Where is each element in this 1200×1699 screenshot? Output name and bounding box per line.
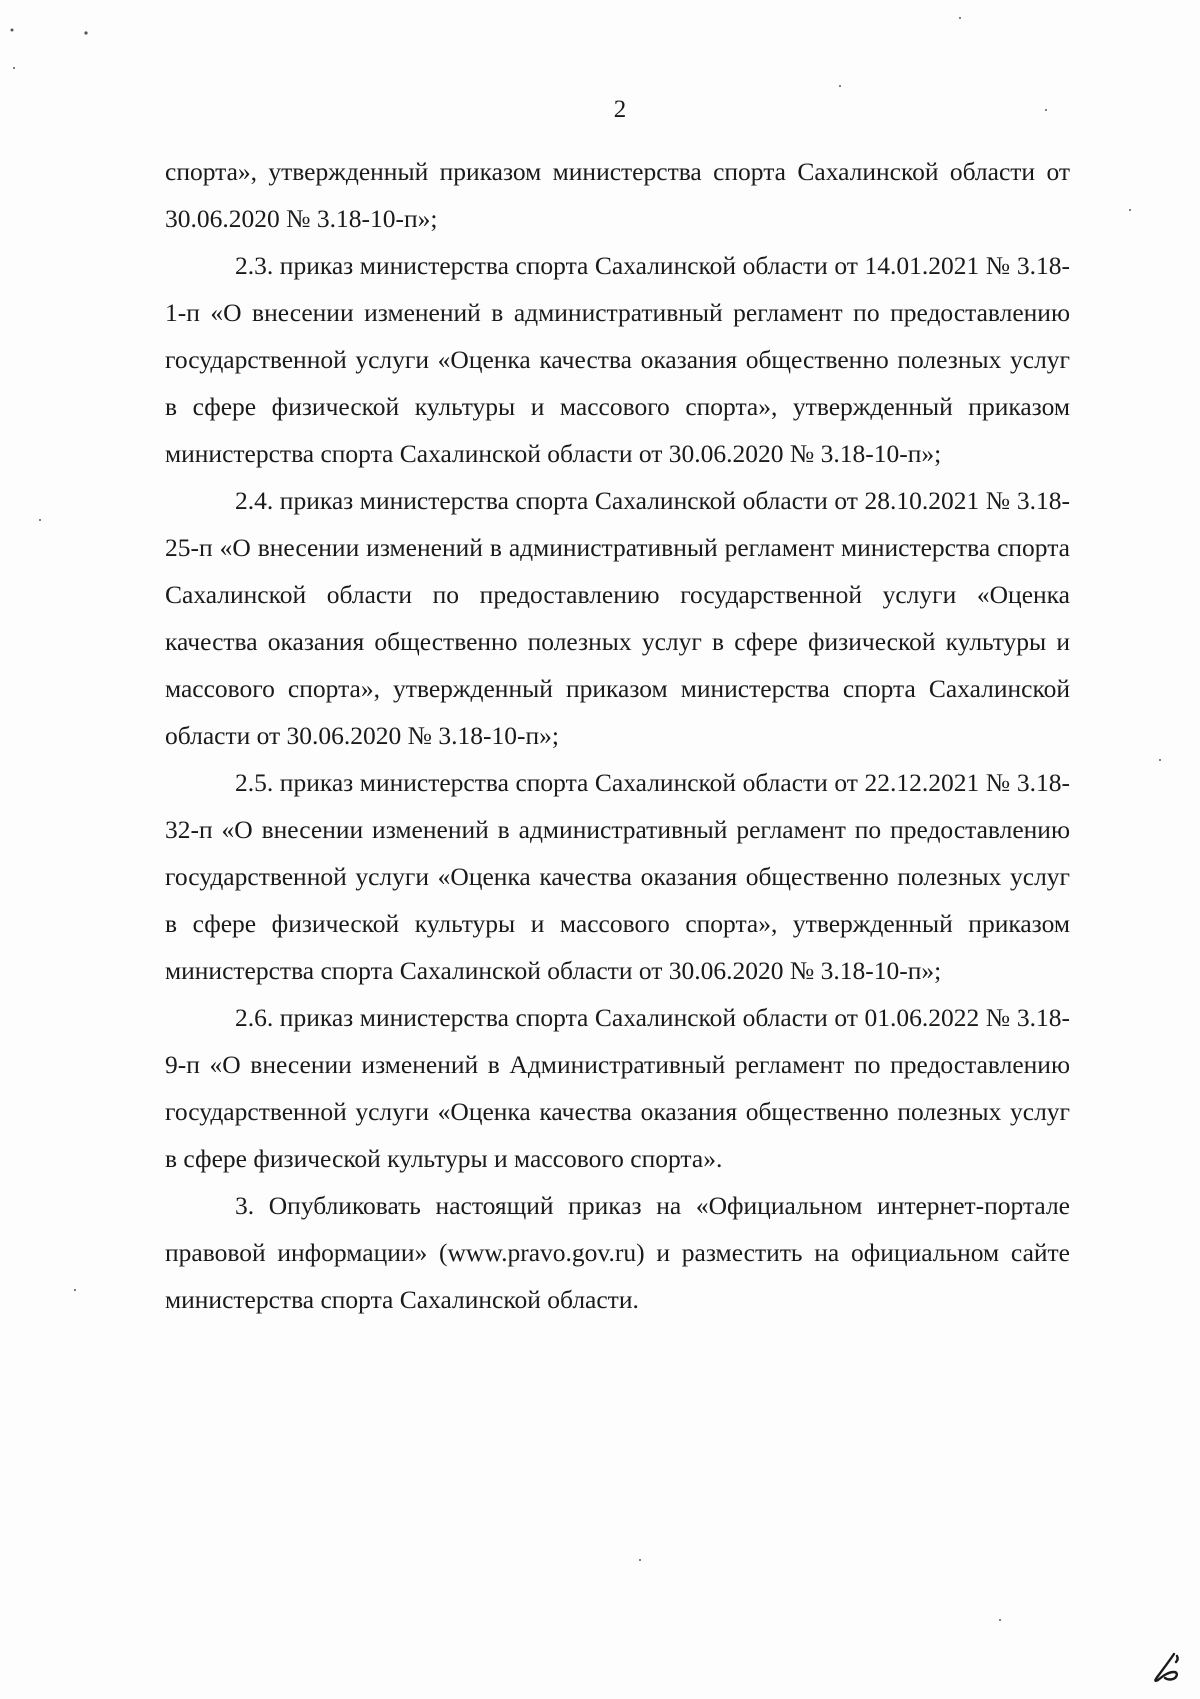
paragraph-2-5: 2.5. приказ министерства спорта Сахалинской области от 22.12.2021 № 3.18-32-п «О внесении изменений в административный регламент по предоставлению государственной услуги «Оценка качества оказания общественно полезных услуг в сфере физической культуры и массового спорта», утвержденный приказом министерства спорта Сахалинской области от 30.06.2020 № 3.18-10-п»;	[165, 768, 1070, 985]
paragraph-3: 3. Опубликовать настоящий приказ на «Официальном интернет-портале правовой информации» (www.pravo.gov.ru) и разместить на официальном сайте министерства спорта Сахалинской области.	[165, 1191, 1070, 1314]
paragraph-2-3: 2.3. приказ министерства спорта Сахалинской области от 14.01.2021 № 3.18-1-п «О внесении изменений в административный регламент по предоставлению государственной услуги «Оценка качества оказания общественно полезных услуг в сфере физической культуры и массового спорта», утвержденный приказом министерства спорта Сахалинской области от 30.06.2020 № 3.18-10-п»;	[165, 251, 1070, 468]
paragraph-continuation: спорта», утвержденный приказом министерства спорта Сахалинской области от 30.06.2020 № 3.18-10-п»;	[165, 157, 1070, 233]
page-number: 2	[613, 96, 627, 123]
paragraph-2-4: 2.4. приказ министерства спорта Сахалинской области от 28.10.2021 № 3.18-25-п «О внесении изменений в административный регламент министерства спорта Сахалинской области по предоставлению государственной услуги «Оценка качества оказания общественно полезных услуг в сфере физической культуры и массового спорта», утвержденный приказом министерства спорта Сахалинской области от 30.06.2020 № 3.18-10-п»;	[165, 486, 1070, 750]
handwritten-initial-mark	[1150, 1650, 1184, 1684]
document-body	[165, 148, 1070, 1323]
paragraph-2-6: 2.6. приказ министерства спорта Сахалинской области от 01.06.2022 № 3.18-9-п «О внесении изменений в Административный регламент по предоставлению государственной услуги «Оценка качества оказания общественно полезных услуг в сфере физической культуры и массового спорта».	[165, 1003, 1070, 1173]
